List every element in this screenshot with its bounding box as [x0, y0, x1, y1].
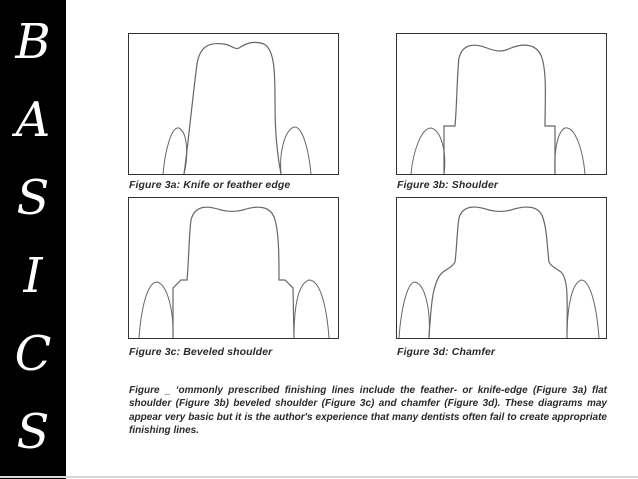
sidebar-letter: B	[15, 14, 51, 70]
figure-3c-caption: Figure 3c: Beveled shoulder	[129, 346, 273, 358]
sidebar-letter: C	[14, 326, 52, 382]
figure-3b-caption: Figure 3b: Shoulder	[397, 179, 499, 191]
sidebar-letter: A	[15, 92, 51, 148]
sidebar-letter: S	[16, 404, 50, 460]
figure-3a-caption: Figure 3a: Knife or feather edge	[129, 179, 291, 191]
figure-3b-diagram	[396, 33, 607, 175]
figure-3d-diagram	[396, 197, 607, 339]
figure-3d-caption: Figure 3d: Chamfer	[397, 346, 496, 358]
figure-3a-diagram	[128, 33, 339, 175]
sidebar-banner	[0, 0, 66, 479]
figure-description-text: ‘ommonly prescribed finishing lines include the feather- or knife-edge (Figure 3a) flat shoulder (Figure 3b) beveled shoulder (Figure 3c) and chamfer (Figure 3d). These diagrams may appear very basic but it is the author's experience that many dentists often fail to create appropriate finishing lines.	[129, 385, 607, 437]
figure-description-label: Figure _	[129, 385, 171, 396]
sidebar-letter: S	[16, 170, 50, 226]
figure-description-paragraph	[129, 384, 607, 438]
bottom-divider	[0, 476, 638, 478]
sidebar-letter: I	[23, 248, 43, 304]
figure-3c-diagram	[128, 197, 339, 339]
